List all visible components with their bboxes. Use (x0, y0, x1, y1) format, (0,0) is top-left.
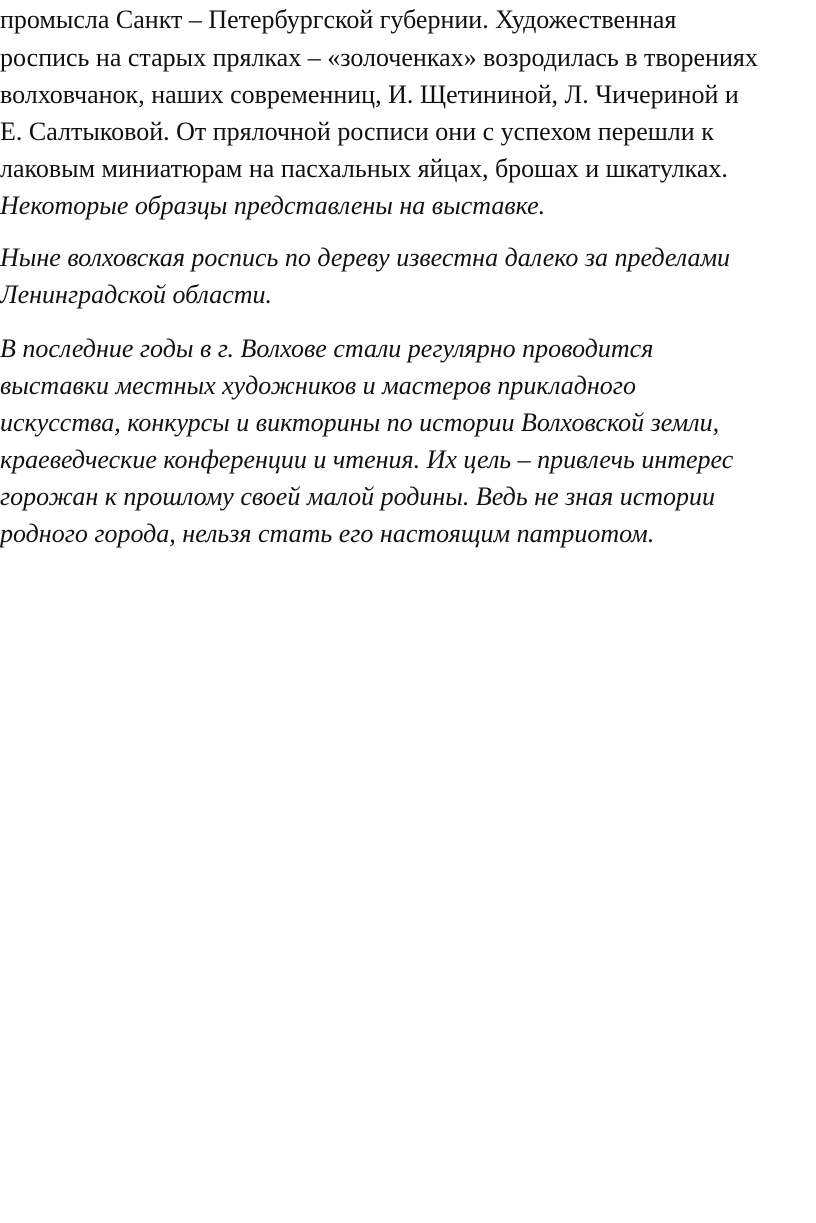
paragraph-3-line-2: выставки местных художников и мастеров прикладного (0, 371, 636, 400)
paragraph-1-line-5: лаковым миниатюрам на пасхальных яйцах, брошах и шкатулках. (0, 154, 728, 183)
paragraph-3-line-6: родного города, нельзя стать его настоящим патриотом. (0, 519, 655, 548)
paragraph-1-line-2: роспись на старых прялках – «золоченках» возродилась в творениях (0, 43, 758, 72)
paragraph-3-line-1: В последние годы в г. Волхове стали регулярно проводится (0, 334, 654, 363)
paragraph-3-line-4: краеведческие конференции и чтения. Их цель – привлечь интерес (0, 445, 734, 474)
paragraph-1-italic-line: Некоторые образцы представлены на выставке. (0, 191, 546, 220)
paragraph-1-line-4: Е. Салтыковой. От прялочной росписи они с успехом перешли к (0, 117, 714, 146)
paragraph-1-line-3: волховчанок, наших современниц, И. Щетининой, Л. Чичериной и (0, 80, 739, 109)
paragraph-1-line-1: промысла Санкт – Петербургской губернии. Художественная (0, 5, 677, 34)
paragraph-2-line-2: Ленинградской области. (0, 280, 273, 309)
paragraph-2-line-1: Ныне волховская роспись по дереву известна далеко за пределами (0, 243, 731, 272)
paragraph-3-line-5: горожан к прошлому своей малой родины. Ведь не зная истории (0, 482, 716, 511)
paragraph-3-line-3: искусства, конкурсы и викторины по истории Волховской земли, (0, 408, 720, 437)
